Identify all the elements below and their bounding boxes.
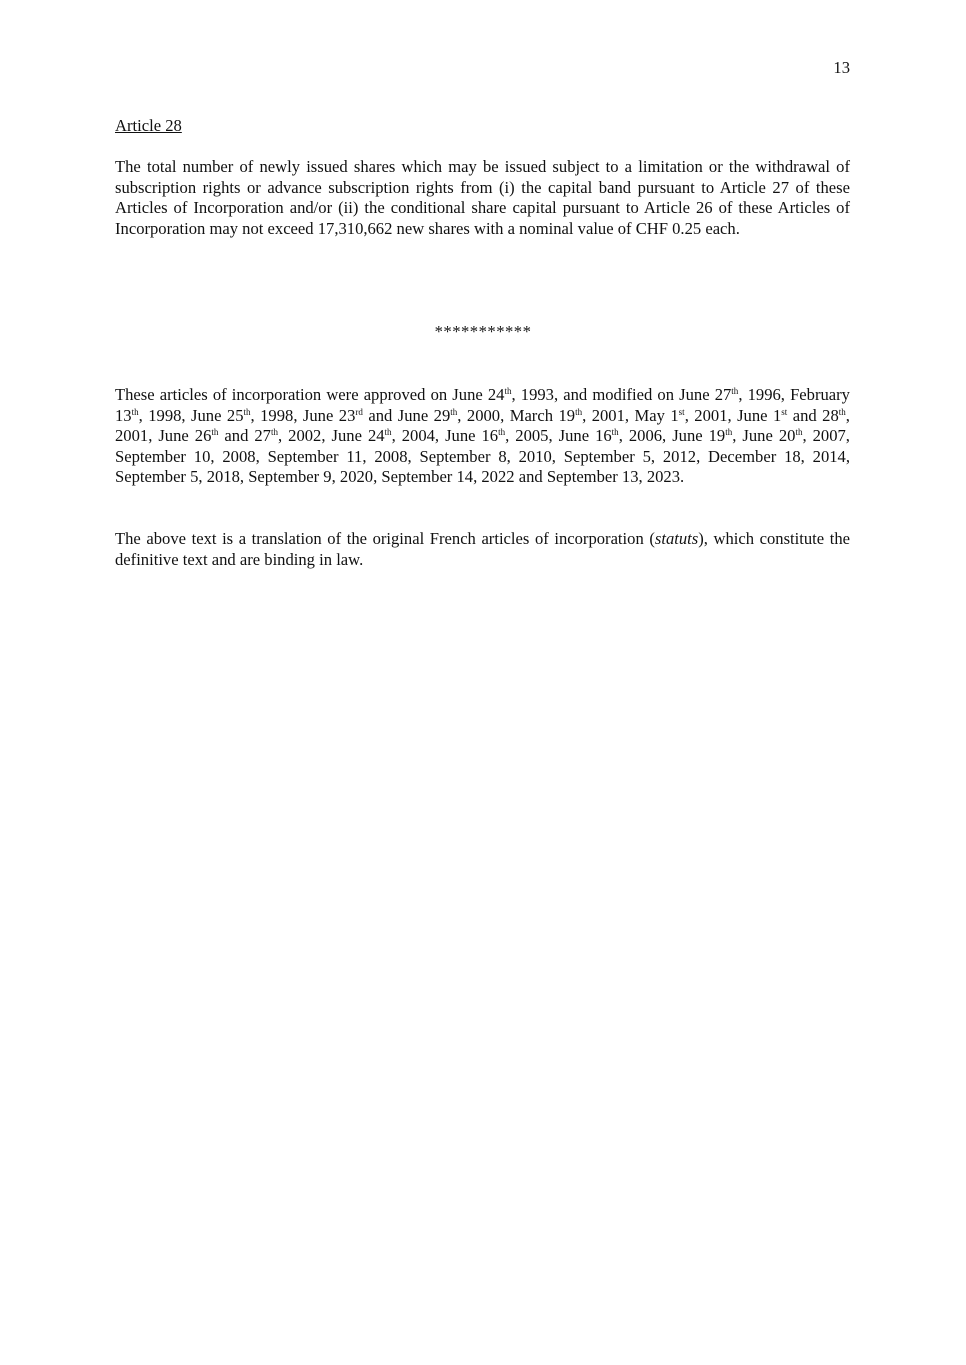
approval-text: , 2000, March 19 [457,405,576,425]
approval-text: , 2001, May 1 [582,405,679,425]
translation-text: The above text is a translation of the original French articles of incorporation ( [115,529,655,548]
approval-text: , 2004, June 16 [391,426,499,445]
section-separator: *********** [434,322,532,341]
ordinal-suffix: th [384,427,392,437]
ordinal-suffix: th [243,406,251,417]
ordinal-suffix: th [795,427,803,437]
ordinal-suffix: rd [355,406,363,417]
approval-text: , 2007, September 10, 2008, September 11, 2008, September 8, 2010, September 5, 2012, December 18, 2014, September 5, 2018, September 9, 2020, September 14, 2022 and September 13, 2023. [115,426,850,486]
approval-text: and 27 [218,426,271,445]
ordinal-suffix: th [270,427,278,437]
approval-text: , June 20 [732,426,796,445]
ordinal-suffix: th [211,427,219,437]
ordinal-suffix: th [450,406,458,417]
ordinal-suffix: th [504,386,512,396]
approval-dates-paragraph [115,385,850,488]
ordinal-suffix: th [131,406,139,417]
approval-text: and 28 [787,405,839,425]
approval-text: , 2001, June 1 [684,405,782,425]
approval-text: , 2006, June 19 [618,426,726,445]
translation-text: ), which constitute the definitive text and are binding in law. [115,529,851,569]
ordinal-suffix: st [678,406,685,417]
translation-note-paragraph [115,529,850,570]
approval-text: , 1996, February 13 [115,385,850,425]
approval-text: , 1993, and modified on June 27 [511,385,732,404]
ordinal-suffix: th [731,386,739,396]
approval-text: , 2005, June 16 [505,426,612,445]
ordinal-suffix: st [781,406,788,417]
page-number: 13 [833,58,850,77]
approval-text: , 2002, June 24 [278,426,385,445]
article-heading: Article 28 [115,116,182,135]
ordinal-suffix: th [575,406,583,417]
approval-text: and June 29 [362,405,451,425]
approval-text: , 2001, June 26 [115,405,850,445]
statuts-term: statuts [654,529,699,548]
approval-text: , 1998, June 25 [138,405,244,425]
ordinal-suffix: th [838,406,846,417]
ordinal-suffix: th [725,427,733,437]
ordinal-suffix: th [611,427,619,437]
approval-text: These articles of incorporation were approved on June 24 [115,385,505,404]
article-body-paragraph: The total number of newly issued shares which may be issued subject to a limitation or the withdrawal of subscription rights or advance subscription rights from (i) the capital band pursuant to Article 27 of these Articles of Incorporation and/or (ii) the conditional share capital pursuant to Article 26 of these Articles of Incorporation may not exceed 17,310,662 new shares with a nominal value of CHF 0.25 each. [115,157,850,238]
ordinal-suffix: th [498,427,506,437]
approval-text: , 1998, June 23 [250,405,356,425]
